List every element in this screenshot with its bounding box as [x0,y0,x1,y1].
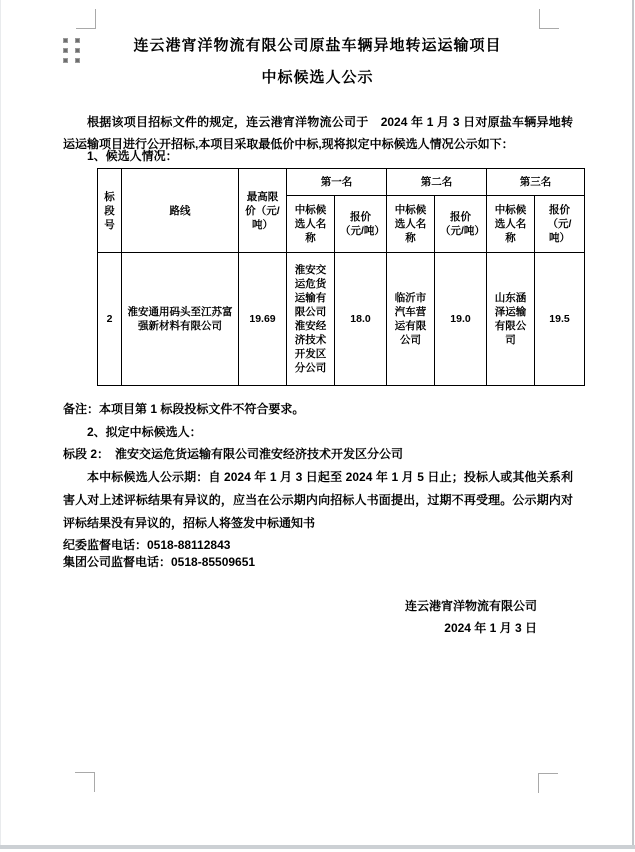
header-bid-3: 报价（元/吨） [535,196,585,253]
header-candidate-1: 中标候选人名称 [287,196,335,253]
page-edge-left [0,0,1,845]
publicity-paragraph: 本中标候选人公示期：自 2024 年 1 月 3 日起至 2024 年 1 月 5 日止；投标人或其他关系利害人对上述评标结果有异议的，应当在公示期内向招标人书面提出，过期不再受理。公示期内对评标结果没有异议的，招标人将签发中标通知书 [63,470,573,530]
doc-title-line1: 连云港宵洋物流有限公司原盐车辆异地转运运输项目 [133,37,502,54]
candidates-table [97,168,584,386]
cell-bid2: 19.0 [435,253,487,386]
header-max-price: 最高限价（元/吨） [239,169,287,253]
header-route: 路线 [122,169,239,253]
header-bid-1: 报价（元/吨） [335,196,387,253]
header-candidate-2: 中标候选人名称 [387,196,435,253]
drag-handle-dot [75,58,80,63]
cell-bid1: 18.0 [335,253,387,386]
cell-candidate3: 山东涵泽运输有限公司 [487,253,535,386]
header-segment: 标段号 [98,169,122,253]
signature-date: 2024 年 1 月 3 日 [444,621,537,635]
doc-title-line2: 中标候选人公示 [261,69,374,86]
drag-handle-dot [63,58,68,63]
header-rank3: 第三名 [487,169,585,196]
section2-heading: 2、拟定中标候选人： [87,425,202,439]
cell-route: 淮安通用码头至江苏富强新材料有限公司 [122,253,239,386]
cell-segment: 2 [98,253,122,386]
header-bid-2: 报价（元/吨） [435,196,487,253]
phone-group-company: 集团公司监督电话：0518-85509651 [63,555,256,569]
intro-paragraph: 根据该项目招标文件的规定，连云港宵洋物流公司于 2024 年 1 月 3 日对原盐车辆异地转运运输项目进行公开招标,本项目采取最低价中标,现将拟定中标候选人情况公示如下： [63,115,573,151]
section1-heading: 1、候选人情况： [87,149,178,163]
page-edge-right [632,0,634,845]
table-row [98,253,585,386]
cell-bid3: 19.5 [535,253,585,386]
cropmark-bottom-right [538,773,558,793]
winner-line [63,445,403,462]
phone-discipline-committee: 纪委监督电话：0518-88112843 [63,538,231,552]
cell-candidate1: 淮安交运危货运输有限公司淮安经济技术开发区分公司 [287,253,335,386]
header-rank1: 第一名 [287,169,387,196]
header-candidate-3: 中标候选人名称 [487,196,535,253]
cell-max-price: 19.69 [239,253,287,386]
winner-company-name: 淮安交运危货运输有限公司淮安经济技术开发区分公司 [115,447,404,461]
cropmark-top-left [76,9,96,29]
winner-segment-label: 标段 2： [63,447,110,461]
cropmark-top-right [539,9,559,29]
note-line: 备注：本项目第 1 标段投标文件不符合要求。 [63,402,305,416]
page-edge-bottom [0,845,635,849]
signature-company: 连云港宵洋物流有限公司 [404,599,537,613]
header-rank2: 第二名 [387,169,487,196]
cropmark-bottom-left [75,772,95,792]
cell-candidate2: 临沂市汽车营运有限公司 [387,253,435,386]
